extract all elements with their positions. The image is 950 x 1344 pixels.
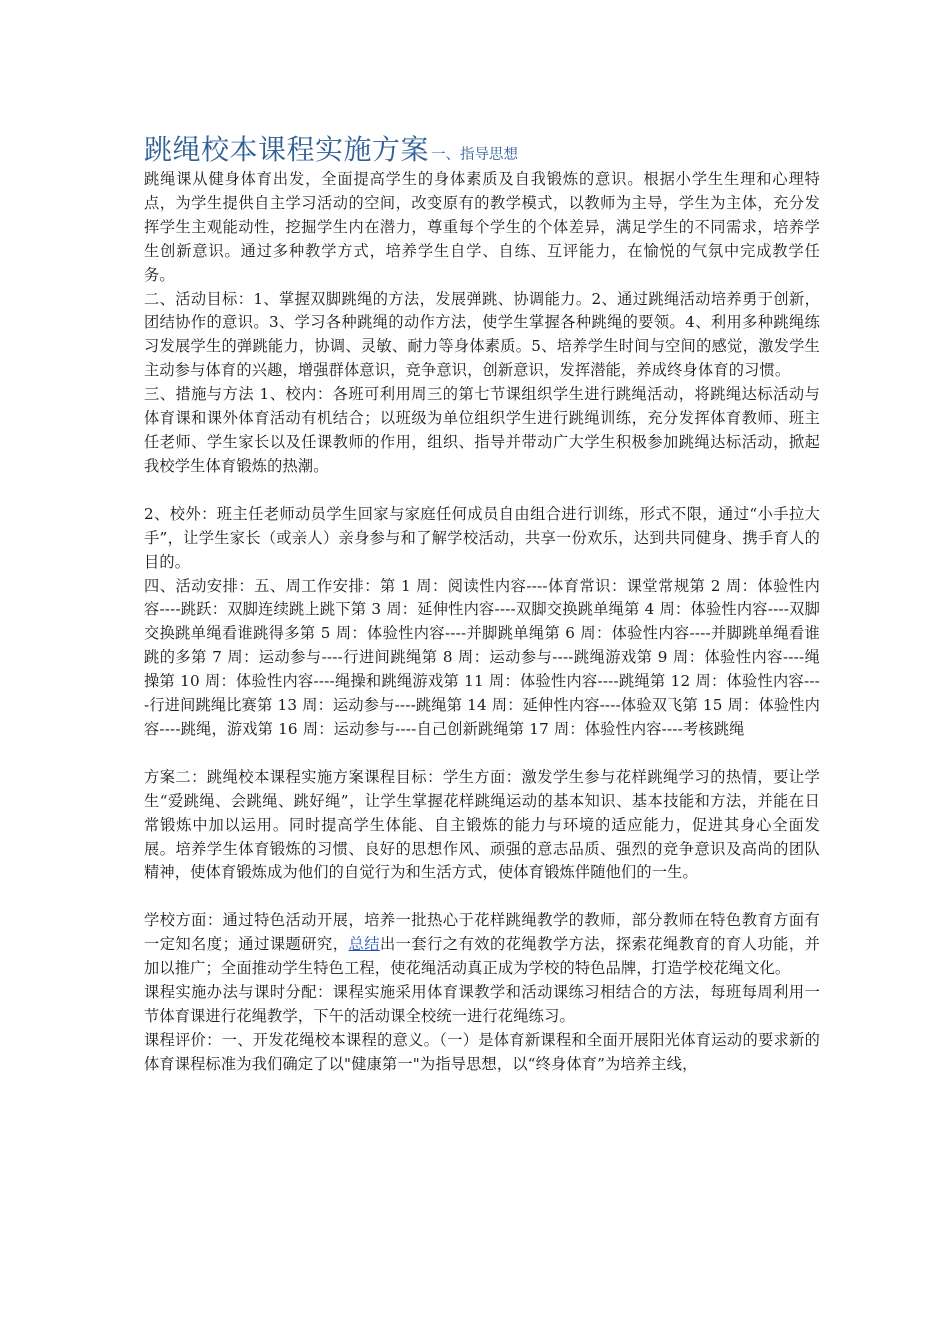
paragraph-implementation: 课程实施办法与课时分配：课程实施采用体育课教学和活动课练习相结合的方法，每班每周利用一节体育课进行花绳教学，下午的活动课全校统一进行花绳练习。 [144,983,820,1025]
document-page [144,128,820,1077]
school-aspect-text-before: 学校方面：通过特色活动开展，培养一批热心于花样跳绳教学的教师，部分教师在特色教育方面有一定知名度；通过课题研究， [144,911,820,954]
spacer [144,885,820,909]
paragraph-measures-in-school: 三、措施与方法 1、校内：各班可利用周三的第七节课组织学生进行跳绳活动，将跳绳达标活动与体育课和课外体育活动有机结合；以班级为单位组织学生进行跳绳训练，充分发挥体育教师、班主任老师、学生家长以及任课教师的作用，组织、指导并带动广大学生积极参加跳绳达标活动，掀起我校学生体育锻炼的热潮。 [144,385,820,475]
paragraph-activity-goals: 二、活动目标：1、掌握双脚跳绳的方法，发展弹跳、协调能力。2、通过跳绳活动培养勇于创新，团结协作的意识。3、学习各种跳绳的动作方法，使学生掌握各种跳绳的要领。4、利用多种跳绳练习发展学生的弹跳能力，协调、灵敏、耐力等身体素质。5、培养学生时间与空间的感觉，激发学生主动参与体育的兴趣，增强群体意识，竞争意识，创新意识，发挥潜能，养成终身体育的习惯。 [144,289,820,380]
paragraph-school-aspect [144,909,820,981]
document-title: 跳绳校本课程实施方案 [144,133,430,166]
summary-link[interactable]: 总结 [348,935,380,954]
paragraph-measures-outside-school: 2、校外：班主任老师动员学生回家与家庭任何成员自由组合进行训练，形式不限，通过“小手拉大手”，让学生家长（或亲人）亲身参与和了解学校活动，共享一份欢乐，达到共同健身、携手育人的目的。 [144,504,820,571]
spacer [144,742,820,766]
section-heading: 一、指导思想 [431,147,519,163]
spacer [144,479,820,503]
paragraph-weekly-schedule: 四、活动安排：五、周工作安排：第 1 周：阅读性内容----体育常识：课堂常规第 2 周：体验性内容----跳跃：双脚连续跳上跳下第 3 周：延伸性内容----双脚交换跳单绳第 4 周：体验性内容----双脚交换跳单绳看谁跳得多第 5 周：体验性内容----并脚跳单绳第 6 周：体验性内容----并脚跳单绳看谁跳的多第 7 周：运动参与----行进间跳绳第 8 周：运动参与----跳绳游戏第 9 周：体验性内容----绳操第 10 周：体验性内容----绳操和跳绳游戏第 11 周：体验性内容----跳绳第 12 周：体验性内容----行进间跳绳比赛第 13 周：运动参与----跳绳第 14 周：延伸性内容----体验双飞第 15 周：体验性内容----跳绳，游戏第 16 周：运动参与----自己创新跳绳第 17 周：体验性内容----考核跳绳 [144,576,820,738]
paragraph-plan-two: 方案二：跳绳校本课程实施方案课程目标：学生方面：激发学生参与花样跳绳学习的热情，要让学生“爱跳绳、会跳绳、跳好绳”，让学生掌握花样跳绳运动的基本知识、基本技能和方法，并能在日常锻炼中加以运用。同时提高学生体能、自主锻炼的能力与环境的适应能力，促进其身心全面发展。培养学生体育锻炼的习惯、良好的思想作风、顽强的意志品质、强烈的竞争意识及高尚的团队精神，使体育锻炼成为他们的自觉行为和生活方式，使体育锻炼伴随他们的一生。 [144,767,820,882]
paragraph-evaluation: 课程评价：一、开发花绳校本课程的意义。（一）是体育新课程和全面开展阳光体育运动的要求新的体育课程标准为我们确定了以"健康第一"为指导思想，以“终身体育”为培养主线， [144,1030,820,1073]
school-aspect-text-after: 出一套行之有效的花绳教学方法，探索花绳教育的育人功能，并加以推广；全面推动学生特色工程，使花绳活动真正成为学校的特色品牌，打造学校花绳文化。 [144,935,820,978]
title-row [144,128,820,168]
paragraph-guiding-idea: 跳绳课从健身体育出发，全面提高学生的身体素质及自我锻炼的意识。根据小学生生理和心理特点，为学生提供自主学习活动的空间，改变原有的教学模式，以教师为主导，学生为主体，充分发挥学生主观能动性，挖掘学生内在潜力，尊重每个学生的个体差异，满足学生的不同需求，培养学生创新意识。通过多种教学方式，培养学生自学、自练、互评能力，在愉悦的气氛中完成教学任务。 [144,170,820,284]
